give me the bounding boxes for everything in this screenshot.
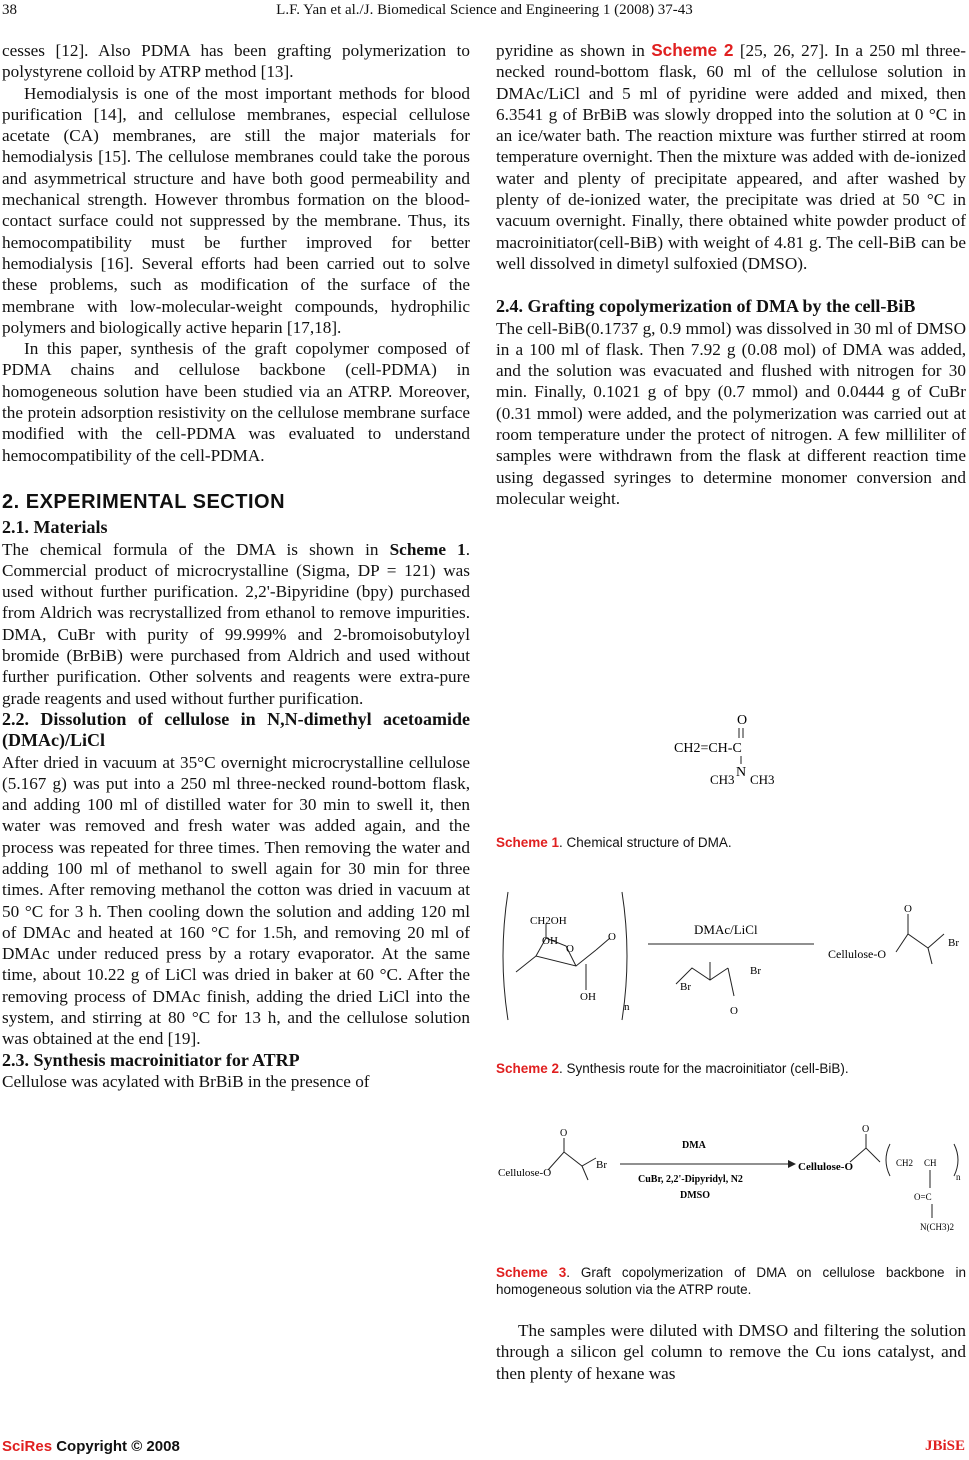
oxygen-label: O <box>608 931 616 943</box>
chain-label: CH2=CH-C <box>674 741 742 756</box>
product-label: Cellulose-O <box>798 1161 853 1173</box>
page-number: 38 <box>2 2 17 18</box>
paragraph <box>2 539 470 709</box>
caption-label: Scheme 1 <box>496 835 560 850</box>
scheme3-structure <box>496 1122 966 1252</box>
oxygen-label: O <box>904 903 912 915</box>
subsection-title: 2.4. Grafting copolymerization of DMA by the cell-BiB <box>496 296 916 317</box>
paragraph: In this paper, synthesis of the graft copolymer composed of PDMA chains and cellulose backbone (cell-PDMA) in homogeneous solution have been studied via an ATRP. Moreover, the protein adsorption resistivity on the cellulose membrane surface modified with the cell-PDMA was evaluated to understand hemocompatibility of the cell-PDMA. <box>2 339 470 465</box>
oxygen-label: O <box>560 1128 568 1139</box>
repeat-n-label: n <box>956 1172 961 1182</box>
text-span: The chemical formula of the DMA is shown in <box>2 539 390 559</box>
ch2-label: CH2 <box>896 1158 914 1168</box>
nitrogen-label: N <box>736 765 747 780</box>
paragraph: cesses [12]. Also PDMA has been grafting polymerization to polystyrene colloid by ATRP method [13]. <box>2 41 470 82</box>
publisher-brand: SciRes <box>2 1438 53 1455</box>
scheme-ref: Scheme 2 <box>651 40 734 60</box>
oxygen-label: O <box>730 1005 738 1017</box>
bromine-label: Br <box>750 965 761 977</box>
repeat-n-label: n <box>624 1001 630 1013</box>
reactant-skeleton <box>548 1152 596 1170</box>
reagent-label: DMAc/LiCl <box>694 922 758 937</box>
reactant-label: Cellulose-O <box>498 1167 552 1179</box>
bracket <box>886 1144 890 1176</box>
catalyst-label: CuBr, 2,2'-Dipyridyl, N2 <box>638 1174 743 1185</box>
product-label: Cellulose-O <box>828 947 886 961</box>
paragraph <box>496 40 966 274</box>
paragraph: The cell-BiB(0.1737 g, 0.9 mmol) was dissolved in 30 ml of DMSO in a 100 ml of flask. Then 7.92 g (0.08 mol) of DMA was added, and the solution was evacuated and flushed with nitrogen for 30 min. Finally, 0.1021 g of bpy (0.7 mmol) and 0.0444 g of CuBr (0.31 mmol) were added, and the polymerization was carried out at room temperature under the protect of nitrogen. A few milliliter of samples were withdrawn from the flask at different reaction time using degassed syringes to determine monomer conversion and molecular weight. <box>496 318 966 508</box>
text-span: pyridine as shown in <box>496 41 652 60</box>
carbonyl-label: O=C <box>914 1192 932 1202</box>
right-column-top <box>496 40 966 509</box>
bond <box>728 968 734 996</box>
product-skeleton <box>896 934 944 952</box>
page-footer <box>0 1438 969 1460</box>
bromine-label: Br <box>948 937 959 949</box>
scheme1-caption <box>496 834 966 851</box>
right-column-bottom <box>496 1320 966 1384</box>
oh-label: OH <box>542 935 558 947</box>
scheme2-structure <box>496 886 966 1026</box>
paragraph: The samples were diluted with DMSO and filtering the solution through a silicon gel column to remove the Cu ions catalyst, and then plenty of hexane was <box>496 1321 966 1383</box>
copyright: Copyright © 2008 <box>56 1438 180 1455</box>
text-span: [25, 26, 27]. In a 250 ml three-necked round-bottom flask, 60 ml of the cellulose solution in DMAc/LiCl and 5 ml of pyridine were added and mixed, then 6.3541 g of BrBiB was slowly dropped into the solution at 0 °C in an ice/water bath. The reaction mixture was further stirred at room temperature overnight. Then the mixture was added with de-ionized water and plenty of precipitate appeared, and after washed by plenty of de-ionized water, the precipitate was dried at 50 °C in vacuum overnight. Finally, there obtained white powder product of macroinitiator(cell-BiB) with weight of 4.81 g. The cell-BiB can be well dissolved in dimetyl sulfoxied (DMSO). <box>496 41 966 273</box>
paragraph: Hemodialysis is one of the most important methods for blood purification [14], and cellulose membranes, especial cellulose acetate (CA) membranes, are still the major materials for hemodialysis [15]. The cellulose membranes could take the porous and asymmetrical structure and have both good permeability and mechanical strength. However thrombus formation on the blood-contact surface could not suppressed by the membrane. Thus, its hemocompatibility must be further improved for better hemodialysis [16]. Several efforts had been carried out to solve these problems, such as modification of the surface of the membrane with low-molecular-weight compounds, hydrophilic polymers and biologically active heparin [17,18]. <box>2 83 470 337</box>
bond <box>582 1166 588 1180</box>
section-title: 2. EXPERIMENTAL SECTION <box>2 490 286 513</box>
text-span: . Commercial product of microcrystalline (Sigma, DP = 121) was used without further purification. 2,2'-Bipyridine (bpy) purchased from Aldrich was recrystallized from ethanol to remove impurities. DMA, CuBr with purity of 99.999% and 2-bromoisobutyloyl bromide (BrBiB) were purchased from Aldrich and used without further purification. Other solvents and reagents were extra-pure grade reagents and used without further purification. <box>2 539 470 708</box>
scheme-ref: Scheme 1 <box>389 539 466 559</box>
subsection-title: 2.2. Dissolution of cellulose in N,N-dimethyl acetoamide (DMAc)/LiCl <box>2 708 470 751</box>
bromine-label: Br <box>680 981 691 993</box>
ch2oh-label: CH2OH <box>530 915 567 927</box>
paragraph: Cellulose was acylated with BrBiB in the presence of <box>2 1071 370 1091</box>
caption-text: . Graft copolymerization of DMA on cellulose backbone in homogeneous solution via the ATRP route. <box>496 1265 966 1297</box>
left-column <box>2 40 470 1092</box>
oxygen-label: O <box>862 1124 870 1135</box>
page-header <box>0 0 969 24</box>
bond <box>928 948 932 964</box>
footer-left <box>2 1438 180 1455</box>
bracket <box>503 892 508 1020</box>
arrowhead <box>788 1160 796 1168</box>
bromine-label: Br <box>596 1159 607 1171</box>
subsection-title: 2.1. Materials <box>2 517 108 538</box>
scheme1-structure <box>660 708 810 784</box>
scheme2-caption <box>496 1060 966 1077</box>
caption-label: Scheme 2 <box>496 1061 560 1076</box>
subsection-title: 2.3. Synthesis macroinitiator for ATRP <box>2 1049 300 1070</box>
caption-text: . Chemical structure of DMA. <box>559 835 732 850</box>
amine-label: N(CH3)2 <box>920 1222 954 1232</box>
ch-label: CH <box>924 1158 937 1168</box>
scheme3-caption <box>496 1264 966 1298</box>
product-skeleton <box>850 1148 880 1162</box>
journal-abbrev: JBiSE <box>924 1438 965 1454</box>
paragraph: After dried in vacuum at 35°C overnight microcrystalline cellulose (5.167 g) was put into a 250 ml three-necked round-bottom flask, and adding 100 ml of distilled water for 30 min to swell it, then water was removed and fresh water was added again, and the process was repeated for three times. Then removing the water and adding 100 ml of methanol to swell again for 30 min for three times. After removing methanol the cotton was dried in vacuum at 50 °C for 3 h. Then cooling down the solution and adding 120 ml of DMAc and heated at 160 °C for 1.5h, and removing 20 ml of DMAc under reduced press by a rotary evaporator. At the same time, about 10.22 g of LiCl was dried in baker at 60 °C. After the removing process of DMAc finish, adding the dried LiCl into the system, and stirring at 80 °C for 13 h, and the cellulose solution was obtained at the end [19]. <box>2 752 470 1049</box>
solvent-label: DMSO <box>680 1190 710 1201</box>
oh-label: OH <box>580 991 596 1003</box>
caption-text: . Synthesis route for the macroinitiator (cell-BiB). <box>559 1061 849 1076</box>
oxygen-label: O <box>737 713 748 728</box>
monomer-label: DMA <box>682 1140 706 1151</box>
methyl-label: CH3 <box>710 772 735 784</box>
methyl-label: CH3 <box>750 772 775 784</box>
ring-oxygen-label: O <box>566 943 574 955</box>
ring <box>516 950 596 972</box>
running-head: L.F. Yan et al./J. Biomedical Science and Engineering 1 (2008) 37-43 <box>276 2 693 18</box>
caption-label: Scheme 3 <box>496 1265 567 1280</box>
